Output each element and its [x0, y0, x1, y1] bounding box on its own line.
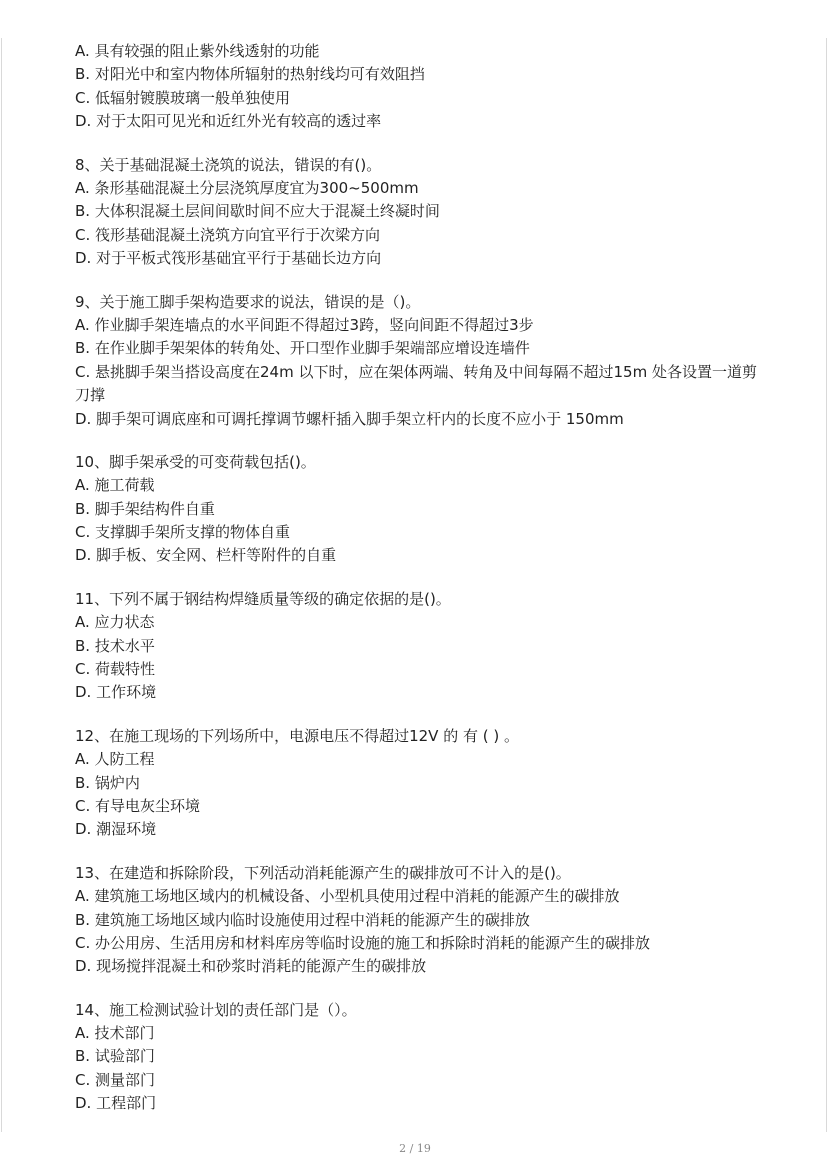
question-stem: 12、在施工现场的下列场所中，电源电压不得超过12V 的 有 ( ) 。	[75, 726, 519, 745]
option-b: B. 脚手架结构件自重	[75, 499, 215, 518]
option-b: B. 建筑施工场地区域内临时设施使用过程中消耗的能源产生的碳排放	[75, 910, 530, 929]
page-number: 2 / 19	[399, 1142, 431, 1155]
option-c: C. 低辐射镀膜玻璃一般单独使用	[75, 88, 291, 107]
option-a: A. 条形基础混凝土分层浇筑厚度宜为300~500mm	[75, 178, 419, 197]
question-stem: 14、施工检测试验计划的责任部门是（）。	[75, 1000, 357, 1019]
question-stem: 11、下列不属于钢结构焊缝质量等级的确定依据的是()。	[75, 589, 451, 608]
question-stem: 9、关于施工脚手架构造要求的说法，错误的是（)。	[75, 292, 421, 311]
option-a: A. 作业脚手架连墙点的水平间距不得超过3跨，竖向间距不得超过3步	[75, 315, 534, 334]
option-a: A. 施工荷载	[75, 476, 155, 495]
option-a: A. 应力状态	[75, 613, 155, 632]
option-c: C. 荷载特性	[75, 660, 156, 679]
option-a: A. 技术部门	[75, 1024, 155, 1043]
question-11	[75, 588, 765, 705]
option-c: C. 办公用房、生活用房和材料库房等临时设施的施工和拆除时消耗的能源产生的碳排放	[75, 933, 651, 952]
option-b: B. 锅炉内	[75, 773, 140, 792]
question-stem: 13、在建造和拆除阶段，下列活动消耗能源产生的碳排放可不计入的是()。	[75, 863, 571, 882]
option-d: D. 对于平板式筏形基础宜平行于基础长边方向	[75, 249, 382, 268]
option-b: B. 大体积混凝土层间间歇时间不应大于混凝土终凝时间	[75, 202, 440, 221]
option-d: D. 工作环境	[75, 683, 157, 702]
option-b: B. 技术水平	[75, 636, 155, 655]
question-7-options	[75, 40, 765, 134]
option-d: D. 脚手架可调底座和可调托撑调节螺杆插入脚手架立杆内的长度不应小于 150mm	[75, 409, 624, 428]
question-9	[75, 291, 765, 431]
option-d: D. 潮湿环境	[75, 820, 157, 839]
option-c: C. 有导电灰尘环境	[75, 796, 201, 815]
option-d: D. 对于太阳可见光和近红外光有较高的透过率	[75, 112, 382, 131]
page-border-left	[1, 38, 2, 1132]
page-border-right	[826, 38, 827, 1132]
option-b: B. 在作业脚手架架体的转角处、开口型作业脚手架端部应增设连墙件	[75, 339, 530, 358]
question-12	[75, 725, 765, 842]
question-14	[75, 999, 765, 1116]
option-b: B. 对阳光中和室内物体所辐射的热射线均可有效阻挡	[75, 65, 425, 84]
question-stem: 10、脚手架承受的可变荷载包括()。	[75, 452, 316, 471]
option-c: C. 测量部门	[75, 1070, 156, 1089]
option-b: B. 试验部门	[75, 1047, 155, 1066]
option-c: C. 筏形基础混凝土浇筑方向宜平行于次梁方向	[75, 225, 381, 244]
option-c: C. 支撑脚手架所支撑的物体自重	[75, 523, 291, 542]
question-13	[75, 862, 765, 979]
option-d: D. 工程部门	[75, 1094, 157, 1113]
option-a: A. 具有较强的阻止紫外线透射的功能	[75, 42, 320, 60]
option-a: A. 人防工程	[75, 750, 155, 769]
question-10	[75, 451, 765, 568]
question-stem: 8、关于基础混凝土浇筑的说法，错误的有()。	[75, 155, 382, 174]
question-8	[75, 154, 765, 271]
question-content	[75, 40, 765, 1116]
option-c: C. 悬挑脚手架当搭设高度在24m 以下时，应在架体两端、转角及中间每隔不超过15m 处各设置一道剪刀撑	[75, 362, 757, 405]
option-d: D. 现场搅拌混凝土和砂浆时消耗的能源产生的碳排放	[75, 957, 427, 976]
option-d: D. 脚手板、安全网、栏杆等附件的自重	[75, 546, 337, 565]
option-a: A. 建筑施工场地区域内的机械设备、小型机具使用过程中消耗的能源产生的碳排放	[75, 887, 620, 906]
